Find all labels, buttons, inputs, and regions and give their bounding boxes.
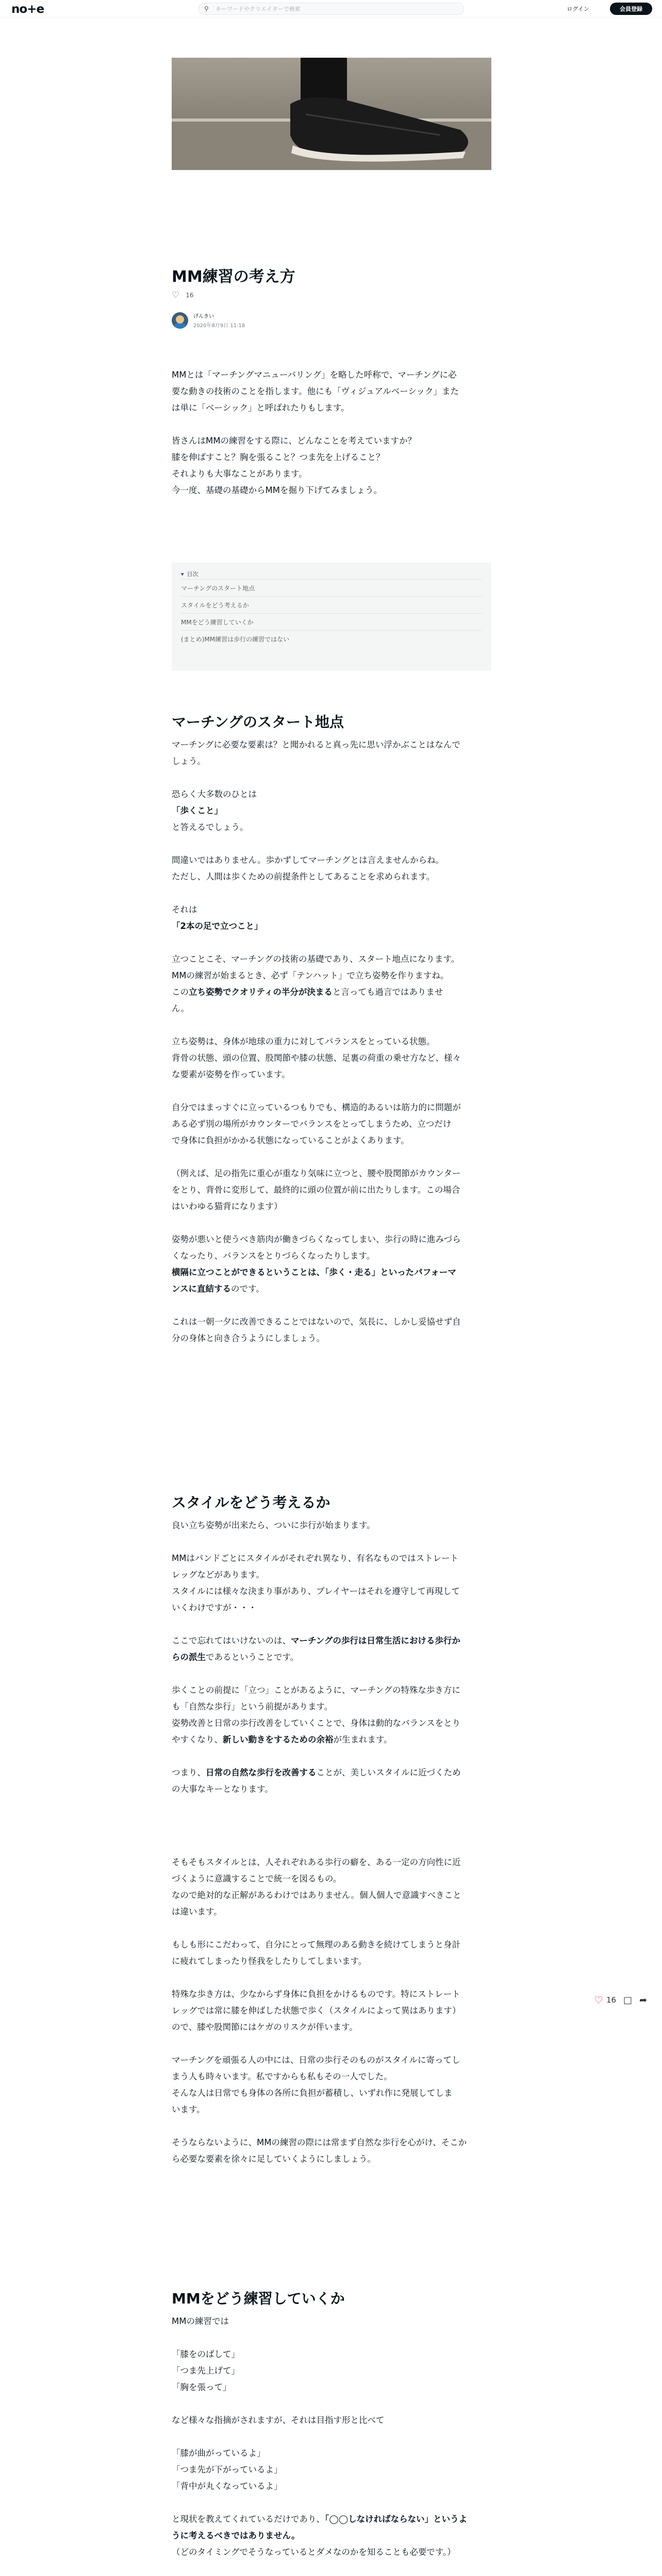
toc-item[interactable]: マーチングのスタート地点 (181, 579, 482, 596)
heart-icon[interactable]: ♡ (594, 1994, 603, 2006)
avatar[interactable] (172, 312, 188, 329)
site-header (0, 0, 662, 18)
floating-actions (594, 1994, 647, 2006)
like-count: 16 (186, 292, 194, 299)
search-placeholder: キーワードやクリエイターで検索 (216, 6, 301, 12)
side-like-count: 16 (606, 1995, 617, 2005)
search-icon: ⚲ (204, 5, 209, 12)
section-heading: MMをどう練習していくか (172, 2290, 345, 2307)
hero-image (172, 58, 491, 170)
search-bar[interactable] (198, 3, 464, 15)
section-heading: スタイルをどう考えるか (172, 1494, 330, 1511)
toc-heading[interactable]: ▾ 目次 (181, 570, 198, 578)
section-heading: マーチングのスタート地点 (172, 714, 344, 731)
section-body: 良い立ち姿勢が出来たら、ついに歩行が始まります。 MMはバンドごとにスタイルがそれぞれ異なり、有名なものではストレート レッグなどがあります。 スタイルには様々な決まり事があり、プレイヤーはそれを遵守して再現して いくわけですが・・・ ここで忘れてはいけないのは、マーチングの歩行は日常生活における歩行か らの派生であるということです。 歩くことの前提に「立つ」ことがあるように、マーチングの特殊な歩き方に も「自然な歩行」という前提があります。 姿勢改善と日常の歩行改善をしていくことで、身体は動的なバランスをとり やすくなり、新しい動きをするための余裕が生まれます。 つまり、日常の自然な歩行を改善することが、美しいスタイルに近づくため の大事なキーとなります。 そもそもスタイルとは、人それぞれある歩行の癖を、ある一定の方向性に近 づくように意識することで統一を図るもの。 なので絶対的な正解があるわけではありません。個人個人で意識すべきこと は違います。 もしも形にこだわって、自分にとって無理のある動きを続けてしまうと身計 に疲れてしまったり怪我をしたりしてしまいます。 特殊な歩き方は、少なからず身体に負担をかけるものです。特にストレート レッグでは常に膝を伸ばした状態で歩く（スタイルによって異はあります） ので、膝や股関節にはケガのリスクが伴います。 マーチングを頑張る人の中には、日常の歩行そのものがスタイルに寄ってし まう人も時々います。私ですからも私もその一人でした。 そんな人は日常でも身体の各所に負担が蓄積し、いずれ作に発展してしま います。 そうならないように、MMの練習の際には常まず自然な歩行を心がけ、そこか ら必要な要素を徐々に足していくようにしましょう。 (172, 1520, 467, 2164)
signup-button[interactable]: 会員登録 (610, 3, 652, 15)
chevron-down-icon: ▾ (181, 570, 184, 578)
section-body: マーチングに必要な要素は？と聞かれると真っ先に思い浮かぶことはなんで しょう。 恐らく大多数のひとは 「歩くこと」 と答えるでしょう。 間違いではありません。歩かずしてマーチングとは言えませんからね。 ただし、人間は歩くための前提条件としてあることを求められます。 それは 「2本の足で立つこと」 立つことこそ、マーチングの技術の基礎であり、スタート地点になります。 MMの練習が始まるとき、必ず「テンハット」で立ち姿勢を作りますね。 この立ち姿勢でクオリティの半分が決まると言っても過言ではありませ ん。 立ち姿勢は、身体が地球の重力に対してバランスをとっている状態。 背骨の状態、頭の位置、股関節や膝の状態、足裏の荷重の乗せ方など、様々 な要素が姿勢を作っています。 自分ではまっすぐに立っているつもりでも、構造的あるいは筋力的に問題が ある必ず別の場所がカウンターでバランスをとってしまうため、立つだけ で身体に負担がかかる状態になっていることがよくあります。 （例えば、足の指先に重心が重なり気味に立つと、腰や股関節がカウンター をとり、背骨に変形して、最終的に頭の位置が前に出たりします。この場合 はいわゆる猫背になります） 姿勢が悪いと使うべき筋肉が働きづらくなってしまい、歩行の時に進みづら くなったり、バランスをとりづらくなったりします。 横隔に立つことができるということは、「歩く・走る」といったパフォーマ ンスに直結するのです。 これは一朝一夕に改善できることではないので、気長に、しかし妥協せず自 分の身体と向き合うようにしましょう。 (172, 740, 461, 1343)
intro-paragraph: MMとは「マーチングマニューバリング」を略した呼称で、マーチングに必 要な動きの技術のことを指します。他にも「ヴィジュアルベーシック」また は単に「ベーシック」と呼ばれたりもします。 皆さんはMMの練習をする際に、どんなことを考えていますか？ 膝を伸ばすこと？胸を張ること？つま先を上げること？ それよりも大事なことがあります。 今一度、基礎の基礎からMMを掘り下げてみましょう。 (172, 370, 459, 495)
toc-item[interactable]: (まとめ)MM練習は歩行の練習ではない (181, 630, 482, 647)
like-summary (172, 290, 194, 300)
post-date: 2020年8月9日 11:18 (193, 323, 245, 329)
author-name[interactable]: げんきい (193, 314, 214, 319)
toc-item[interactable]: MMをどう練習していくか (181, 613, 482, 630)
heart-icon[interactable]: ♡ (172, 290, 180, 300)
table-of-contents (172, 563, 491, 671)
section-body: MMの練習では 「膝をのばして」 「つま先上げて」 「胸を張って」 など様々な指摘がされますが、それは目指す形と比べて 「膝が曲がっているよ」 「つま先が下がっているよ」 「背中が丸くなっているよ」 と現状を教えてくれているだけであり、「◯◯しなければならない」というよ うに考えるべきではありません。 （どのタイミングでそうなっているとダメなのかを知ることも必要です。） (172, 2316, 468, 2557)
toc-item[interactable]: スタイルをどう考えるか (181, 596, 482, 613)
author-info (172, 312, 245, 329)
login-button[interactable]: ログイン (567, 6, 589, 12)
bookmark-icon[interactable]: □ (623, 1994, 633, 2006)
article-title: MM練習の考え方 (172, 268, 295, 286)
note-logo[interactable]: no+e (11, 3, 44, 16)
share-icon[interactable]: ➦ (639, 1994, 648, 2006)
